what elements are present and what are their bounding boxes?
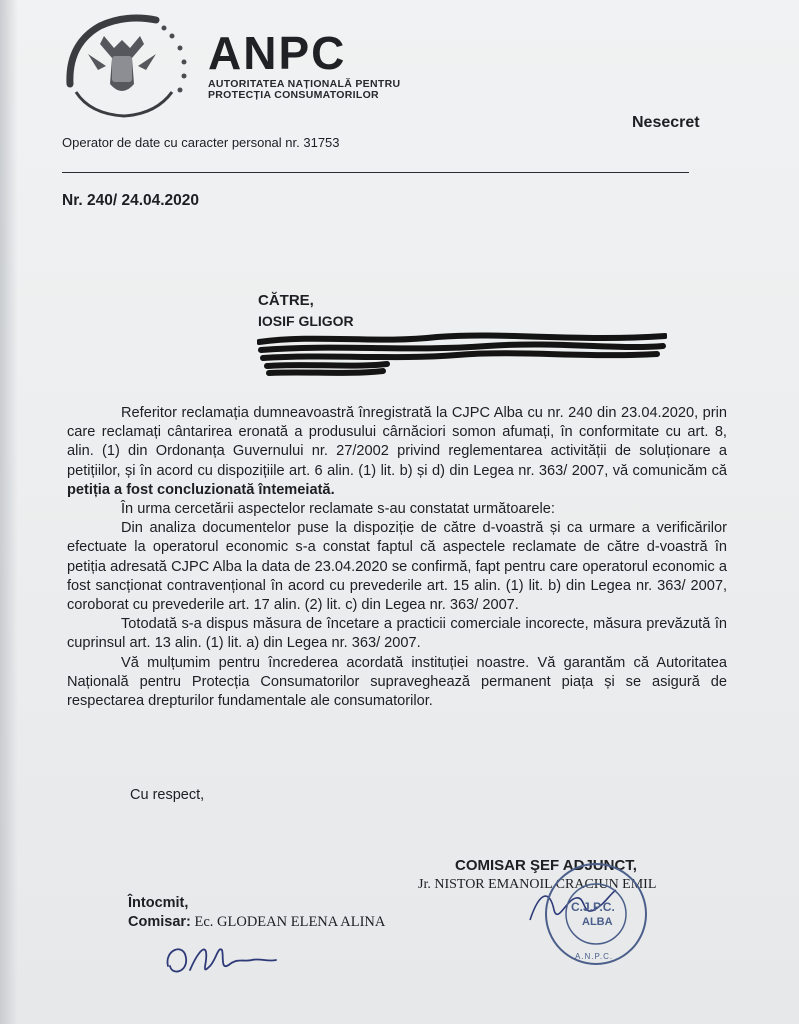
signatory-name: Jr. NISTOR EMANOIL CRACIUN EMIL xyxy=(418,877,657,892)
data-operator-note: Operator de date cu caracter personal nr. 31753 xyxy=(62,135,340,150)
addressee-label: CĂTRE, xyxy=(258,292,314,309)
stamp-line3: A.N.P.C. xyxy=(575,952,614,961)
brand-subtitle-line2: PROTECȚIA CONSUMATORILOR xyxy=(208,89,379,101)
coat-of-arms-logo-icon xyxy=(60,14,192,124)
commissioner-name: Ec. GLODEAN ELENA ALINA xyxy=(190,914,386,930)
paragraph-findings: Din analiza documentelor puse la dispoziție de către d-voastră și ca urmare a verificărilor efectuate la operatorul economic s-a constat faptul că aspectele reclamate de către d-voastră în petiția adresată CJPC Alba la data de 23.04.2020 se confirmă, fapt pentru care operatorul economic a fost sancționat contravențional în acord cu prevederile art. 15 alin. (1) lit. b) din Legea nr. 363/ 2007, coroborat cu prevederile art. 17 alin. (2) lit. c) din Legea nr. 363/ 2007. xyxy=(67,520,727,614)
signatory-title: COMISAR ŞEF ADJUNCT, xyxy=(455,857,637,874)
paragraph-measure: Totodată s-a dispus măsura de încetare a practicii comerciale incorecte, măsura prevăzută în cuprinsul art. 13 alin. (1) lit. a) din Legea nr. 363/ 2007. xyxy=(67,616,727,652)
paragraph-findings-intro: În urma cercetării aspectelor reclamate s-au constatat următoarele: xyxy=(121,501,555,518)
conclusion-highlight: petiția a fost concluzionată întemeiată xyxy=(67,481,331,498)
stamp-line1: C.J.P.C. xyxy=(571,900,615,914)
brand-block xyxy=(208,27,408,101)
paragraph-complaint: Referitor reclamația dumneavoastră înregistrată la CJPC Alba cu nr. 240 din 23.04.2020, prin care reclamați cântarirea eronată a produsului cârnăciori somon afumați, în conformitate cu art. 8, alin. (1) din Ordonanța Guvernului nr. 27/2002 privind reglementarea activității de soluționare a petițiilor, și în acord cu dispozițiile art. 6 alin. (1) lit. b) și d) din Legea nr. 363/ 2007, vă comunicăm că petiția a fost concluzionată întemeiată. xyxy=(67,405,727,498)
classification-label: Nesecret xyxy=(632,114,700,131)
brand-name: ANPC xyxy=(208,27,347,79)
addressee-name: IOSIF GLIGOR xyxy=(258,313,354,329)
letter-body xyxy=(67,404,727,711)
stamp-line2: ALBA xyxy=(582,916,613,928)
redaction-scribble xyxy=(257,328,667,380)
commissioner-signature-icon xyxy=(160,936,280,982)
prepared-by-label: Întocmit, xyxy=(128,895,189,911)
brand-subtitle-line1: AUTORITATEA NAȚIONALĂ PENTRU xyxy=(208,78,401,90)
header-divider xyxy=(62,172,689,173)
paragraph-thanks: Vă mulțumim pentru încrederea acordată instituției noastre. Vă garantăm că Autoritatea Națională pentru Protecția Consumatorilor supraveghează permanent piața și se asigură de respectarea drepturilor fundamentale ale consumatorilor. xyxy=(67,654,727,710)
page-edge-shadow xyxy=(0,0,18,1024)
commissioner-line xyxy=(128,914,385,931)
closing-regards: Cu respect, xyxy=(130,787,205,803)
document-number: Nr. 240/ 24.04.2020 xyxy=(62,192,200,209)
commissioner-label: Comisar: xyxy=(128,914,191,930)
